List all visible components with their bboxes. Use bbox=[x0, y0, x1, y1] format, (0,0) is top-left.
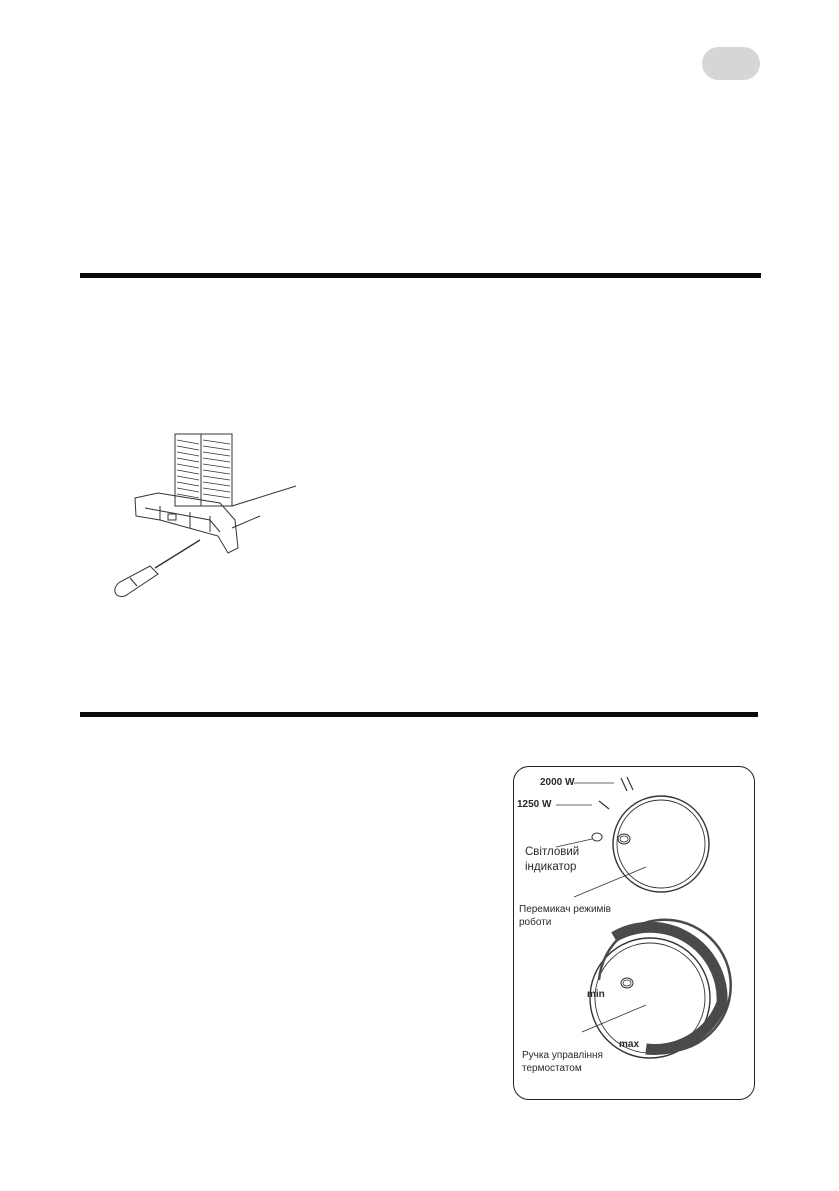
mode-switch-label-line2: роботи bbox=[519, 917, 552, 928]
section-divider-bottom bbox=[80, 712, 758, 717]
power-low-label: 1250 W bbox=[517, 799, 552, 810]
indicator-label-line1: Світловий bbox=[525, 846, 580, 858]
thermostat-min-label: min bbox=[587, 989, 605, 1000]
thermostat-max-label: max bbox=[619, 1039, 640, 1050]
thermostat-label-line2: термостатом bbox=[522, 1063, 582, 1074]
page-number-badge bbox=[702, 47, 760, 80]
indicator-label-line2: індикатор bbox=[525, 861, 577, 873]
indicator-light-icon bbox=[592, 833, 602, 841]
mode-switch-dial-icon bbox=[613, 796, 709, 892]
control-panel-diagram bbox=[513, 766, 755, 1100]
heater-foot-screwdriver-illustration bbox=[100, 428, 310, 603]
mode-switch-label-line1: Перемикач режимів bbox=[519, 904, 611, 915]
section-divider-top bbox=[80, 273, 761, 278]
thermostat-label-line1: Ручка управління bbox=[522, 1050, 603, 1061]
power-high-label: 2000 W bbox=[540, 777, 575, 788]
